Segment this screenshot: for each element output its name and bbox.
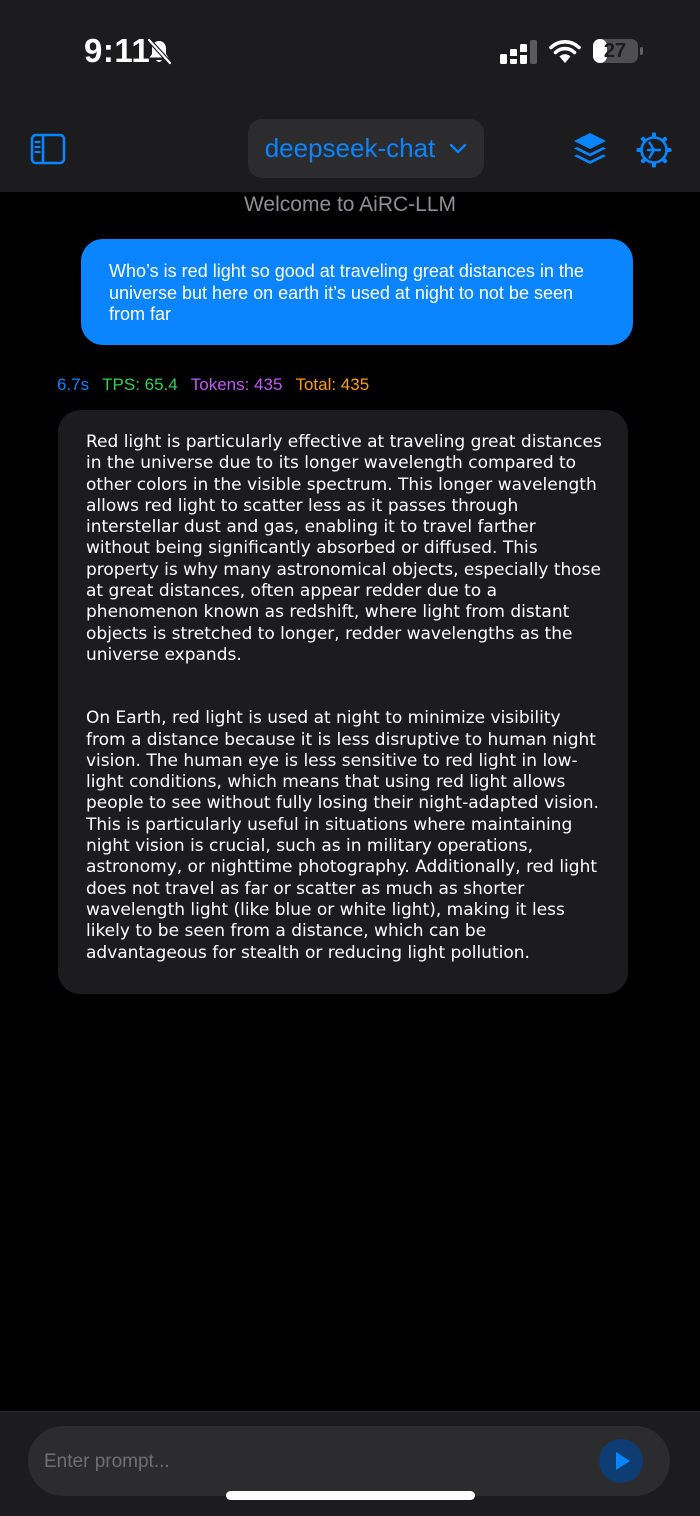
send-button[interactable] (599, 1439, 643, 1483)
chevron-down-icon (449, 143, 467, 155)
battery-icon (592, 38, 644, 64)
welcome-text: Welcome to AiRC-LLM (243, 193, 456, 216)
layers-button[interactable] (572, 131, 608, 169)
model-picker-button[interactable] (248, 119, 484, 178)
stat-total: Total: 435 (295, 375, 370, 394)
status-time: 9:11 (84, 32, 151, 69)
prompt-field (28, 1426, 670, 1496)
assistant-message-bubble (58, 410, 628, 994)
play-icon (599, 1439, 643, 1483)
stat-response-time: 6.7s (57, 375, 90, 394)
battery-level: 27 (603, 39, 627, 62)
stat-tps: TPS: 65.4 (102, 375, 178, 394)
stat-tokens: Tokens: 435 (190, 375, 283, 394)
home-indicator (226, 1491, 475, 1500)
wifi-icon (548, 38, 582, 64)
prompt-input[interactable] (42, 1444, 586, 1480)
reply-paragraph: Red light is particularly effective at traveling great distances in the universe due to its longer wavelength compared to other colors in the visible spectrum. This longer wavelength allows red light to scatter less as it passes through interstellar dust and gas, enabling it to travel farther without being significantly absorbed or diffused. This property is why many astronomical objects, especially those at great distances, often appear redder due to a phenomenon known as redshift, where light from distant objects is stretched to longer, redder wavelengths as the universe expands. (86, 432, 602, 665)
gear-icon[interactable] (636, 132, 672, 168)
user-message-bubble: Who’s is red light so good at traveling great distances in the universe but here on earth it’s used at night to not be seen from far (81, 239, 633, 345)
bell-slash-icon (146, 38, 172, 66)
response-stats (57, 373, 382, 397)
sidebar-toggle-button[interactable] (30, 133, 66, 165)
top-bar (0, 0, 700, 192)
reply-paragraph: On Earth, red light is used at night to minimize visibility from a distance because it is less disruptive to human night vision. The human eye is less sensitive to red light in low-light conditions, which means that using red light allows people to see without fully losing their night-adapted vision. This is particularly useful in situations where maintaining night vision is crucial, such as in military operations, astronomy, or nighttime photography. Additionally, red light does not travel as far or scatter as much as shorter wavelength light (like blue or white light), making it less likely to be seen from a distance, which can be advantageous for stealth or reducing light pollution. (86, 708, 599, 963)
model-name: deepseek-chat (264, 133, 436, 163)
signal-icon (500, 40, 538, 64)
